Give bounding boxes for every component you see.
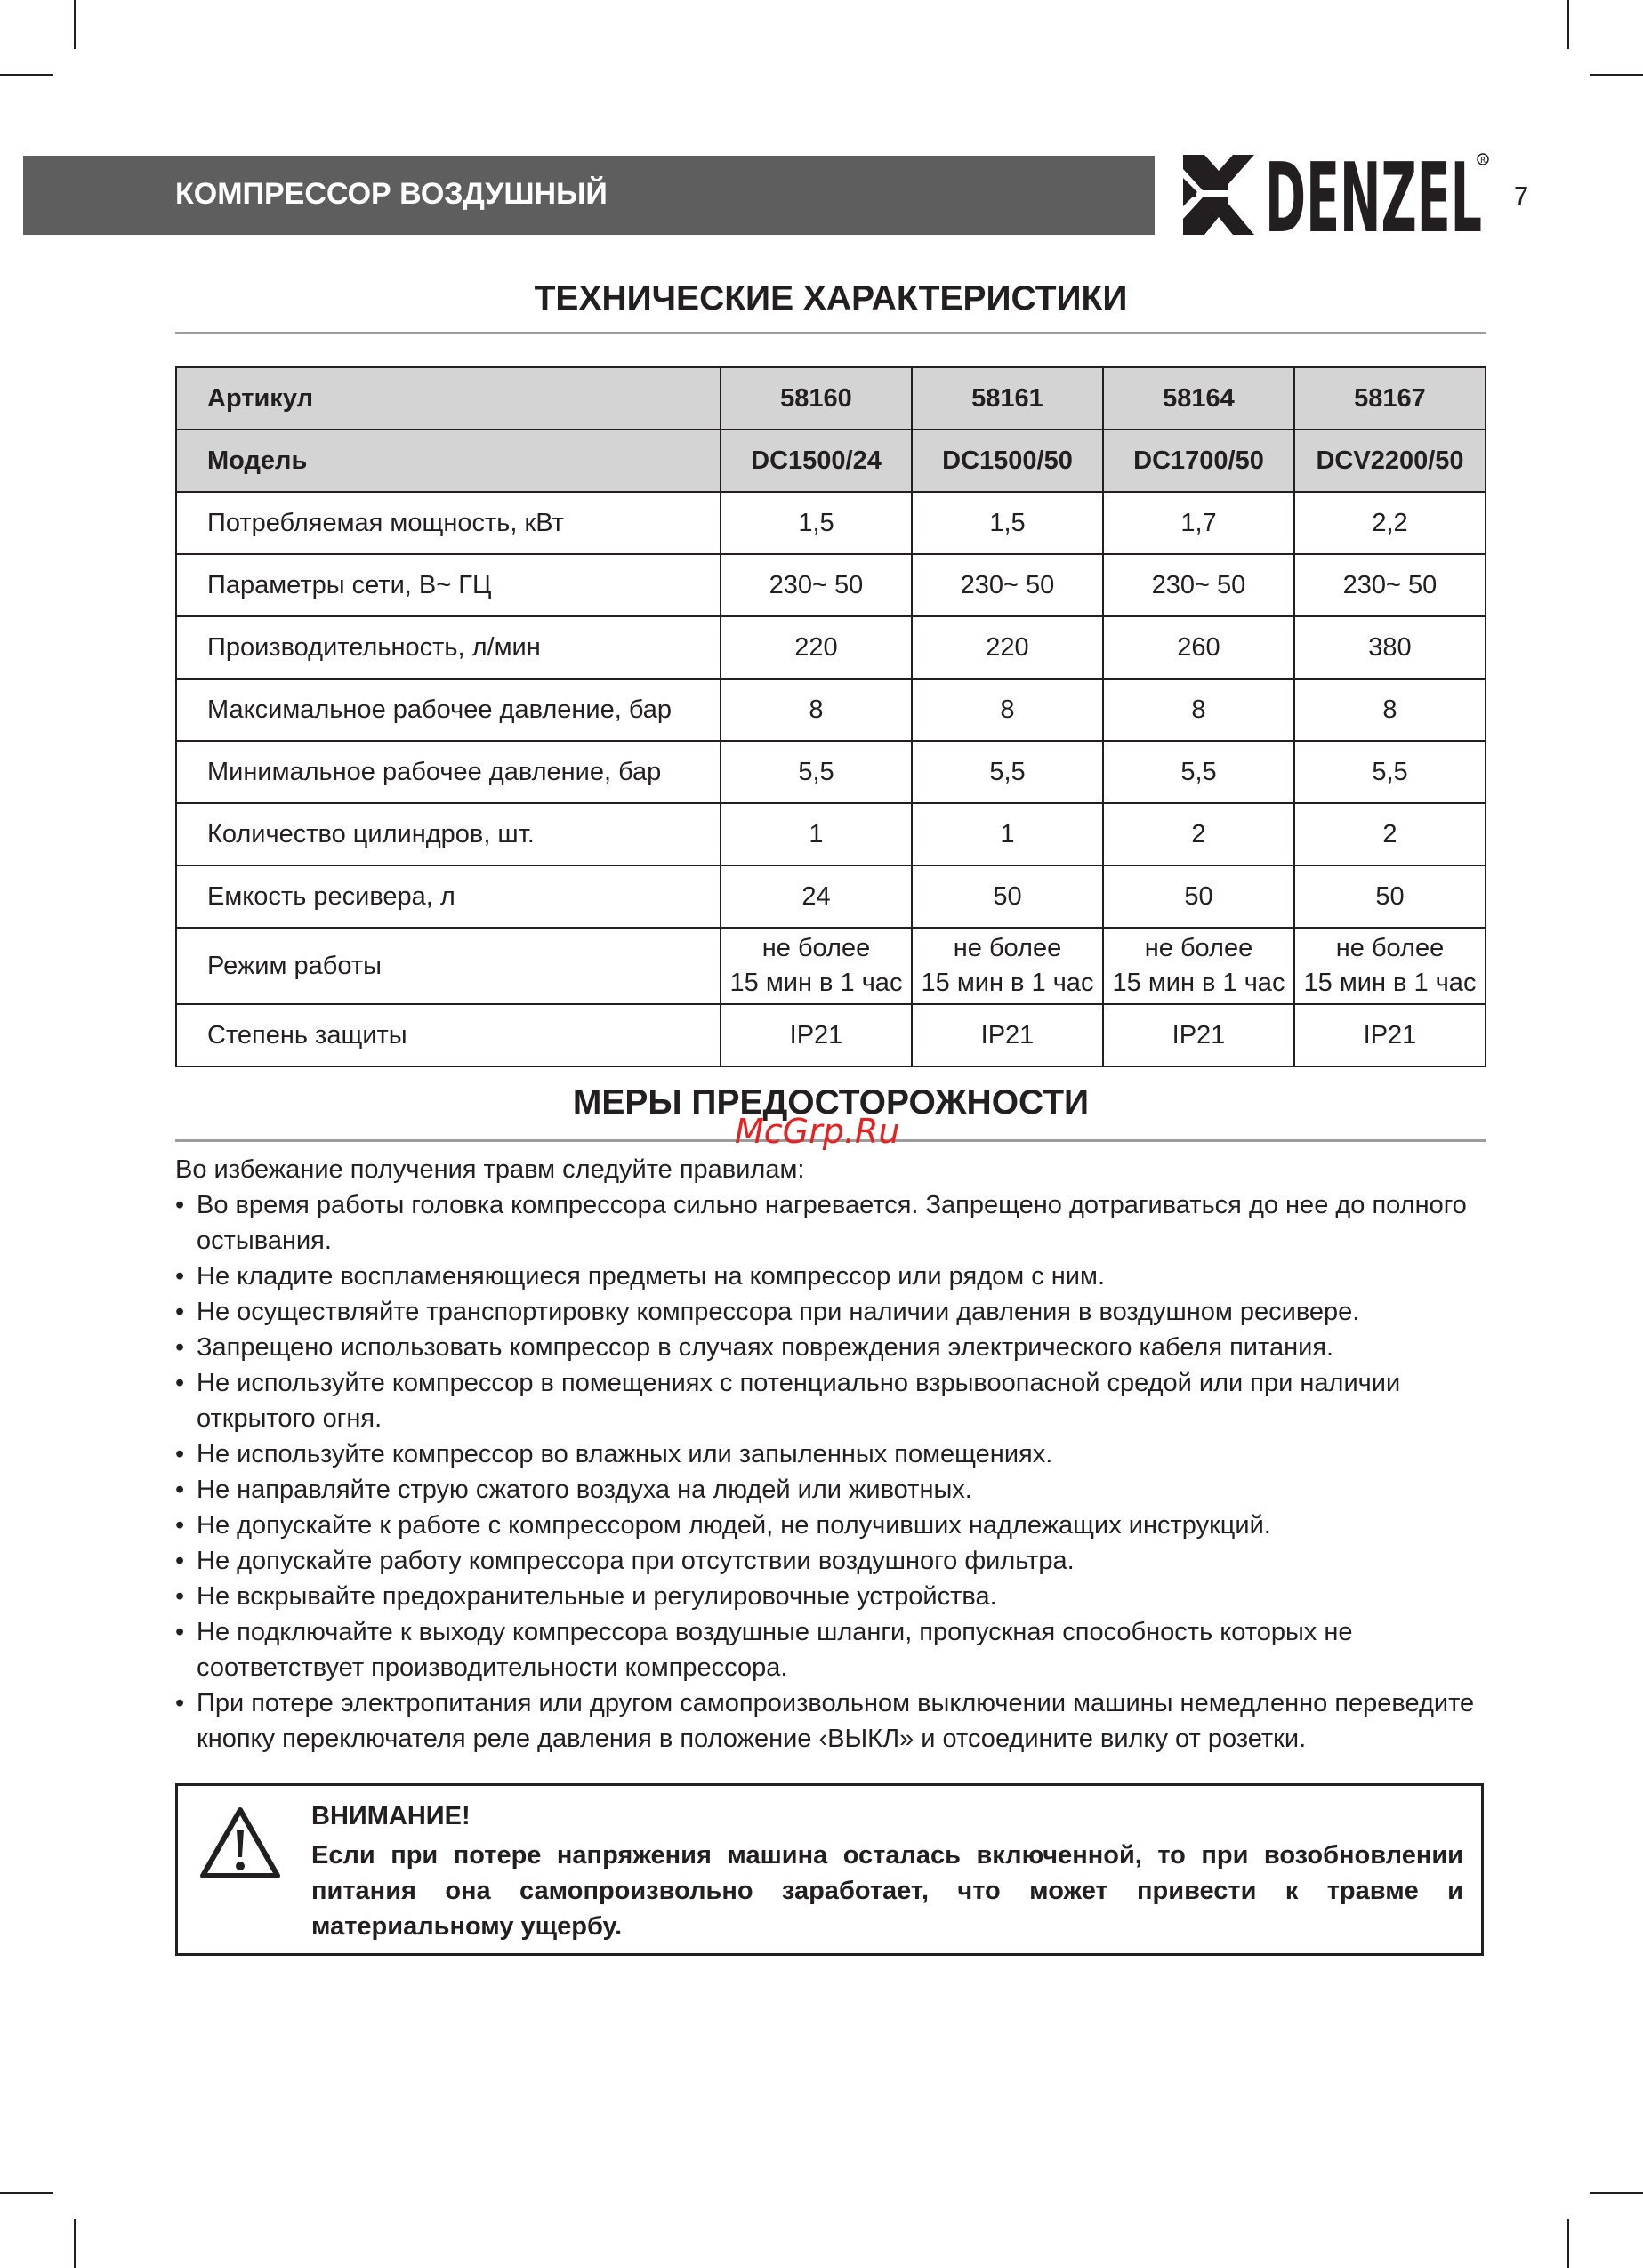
row-label: Режим работы: [176, 928, 721, 1004]
table-cell: DC1500/50: [912, 430, 1103, 492]
precautions-list: [175, 1187, 1486, 1757]
list-item: • Не осуществляйте транспортировку компрессора при наличии давления в воздушном ресивере.: [175, 1294, 1486, 1330]
table-row: [176, 928, 1486, 1004]
warning-text: Если при потере напряжения машина осталась включенной, то при возобновлении питания она самопроизвольно заработает, что может привести к травме и материальному ущербу.: [311, 1841, 1463, 1941]
header-bar: [23, 156, 1155, 235]
table-cell: 230~ 50: [912, 554, 1103, 616]
row-label: Максимальное рабочее давление, бар: [176, 679, 721, 741]
warning-title: ВНИМАНИЕ!: [311, 1802, 471, 1830]
list-item: • Запрещено использовать компрессор в случаях повреждения электрического кабеля питания.: [175, 1330, 1486, 1365]
table-cell: 220: [912, 616, 1103, 679]
table-cell: 2: [1103, 803, 1294, 865]
crop-mark: [1590, 2192, 1643, 2194]
table-cell: не более 15 мин в 1 час: [1294, 928, 1486, 1004]
document-title: КОМПРЕССОР ВОЗДУШНЫЙ: [175, 177, 608, 211]
table-row: [176, 616, 1486, 679]
table-cell: 230~ 50: [1103, 554, 1294, 616]
crop-mark: [0, 2192, 53, 2194]
crop-mark: [0, 74, 53, 76]
list-item: • Не допускайте к работе с компрессором людей, не получивших надлежащих инструкций.: [175, 1508, 1486, 1543]
warning-triangle-icon: [199, 1806, 281, 1880]
page-number: 7: [1514, 182, 1529, 211]
row-label: Параметры сети, В~ ГЦ: [176, 554, 721, 616]
table-cell: не более 15 мин в 1 час: [721, 928, 912, 1004]
table-cell: 1,5: [721, 492, 912, 554]
table-cell: DCV2200/50: [1294, 430, 1486, 492]
table-cell: 24: [721, 865, 912, 928]
svg-text:R: R: [1480, 157, 1486, 165]
table-cell: DC1500/24: [721, 430, 912, 492]
table-cell: 1: [912, 803, 1103, 865]
table-cell: IP21: [1103, 1004, 1294, 1066]
table-cell: 220: [721, 616, 912, 679]
watermark: McGrp.Ru: [735, 1112, 900, 1151]
list-item: • Не допускайте работу компрессора при отсутствии воздушного фильтра.: [175, 1543, 1486, 1579]
table-cell: 50: [1294, 865, 1486, 928]
denzel-logo: [1183, 151, 1490, 240]
table-cell: не более 15 мин в 1 час: [1103, 928, 1294, 1004]
list-item: • Не используйте компрессор во влажных или запыленных помещениях.: [175, 1436, 1486, 1472]
row-label: Модель: [176, 430, 721, 492]
table-cell: 8: [721, 679, 912, 741]
table-cell: 1,7: [1103, 492, 1294, 554]
table-cell: 58160: [721, 367, 912, 430]
table-row: [176, 679, 1486, 741]
table-cell: 2,2: [1294, 492, 1486, 554]
table-cell: 8: [912, 679, 1103, 741]
row-label: Емкость ресивера, л: [176, 865, 721, 928]
table-row: [176, 430, 1486, 492]
table-cell: не более 15 мин в 1 час: [912, 928, 1103, 1004]
list-item: • При потере электропитания или другом самопроизвольном выключении машины немедленно переведите кнопку переключателя реле давления в положение ‹ВЫКЛ» и отсоедините вилку от розетки.: [175, 1685, 1486, 1757]
specs-table: [175, 366, 1486, 1067]
specs-title: ТЕХНИЧЕСКИЕ ХАРАКТЕРИСТИКИ: [534, 279, 1128, 318]
list-item: • Не направляйте струю сжатого воздуха на людей или животных.: [175, 1472, 1486, 1508]
table-cell: 1: [721, 803, 912, 865]
row-label: Минимальное рабочее давление, бар: [176, 741, 721, 803]
table-cell: 2: [1294, 803, 1486, 865]
table-cell: 380: [1294, 616, 1486, 679]
table-cell: 58167: [1294, 367, 1486, 430]
table-cell: 5,5: [1103, 741, 1294, 803]
list-item: • Не вскрывайте предохранительные и регулировочные устройства.: [175, 1579, 1486, 1614]
table-cell: IP21: [1294, 1004, 1486, 1066]
table-cell: 5,5: [912, 741, 1103, 803]
table-cell: IP21: [721, 1004, 912, 1066]
table-cell: DC1700/50: [1103, 430, 1294, 492]
table-cell: 5,5: [721, 741, 912, 803]
table-row: [176, 367, 1486, 430]
table-cell: IP21: [912, 1004, 1103, 1066]
section-rule: [175, 332, 1486, 334]
table-row: [176, 741, 1486, 803]
table-cell: 58164: [1103, 367, 1294, 430]
brand-name: DENZEL: [1265, 151, 1482, 240]
table-cell: 230~ 50: [721, 554, 912, 616]
table-cell: 8: [1294, 679, 1486, 741]
table-cell: 230~ 50: [1294, 554, 1486, 616]
table-cell: 1,5: [912, 492, 1103, 554]
warning-box: [175, 1783, 1484, 1956]
list-item: • Не подключайте к выходу компрессора воздушные шланги, пропускная способность которых не соответствует производительности компрессора.: [175, 1614, 1486, 1685]
crop-mark: [74, 2219, 76, 2268]
table-cell: 50: [1103, 865, 1294, 928]
crop-mark: [1567, 2219, 1569, 2268]
table-row: [176, 1004, 1486, 1066]
row-label: Количество цилиндров, шт.: [176, 803, 721, 865]
list-item: • Во время работы головка компрессора сильно нагревается. Запрещено дотрагиваться до нее до полного остывания.: [175, 1187, 1486, 1259]
crop-mark: [74, 0, 76, 49]
table-cell: 50: [912, 865, 1103, 928]
precautions-intro: Во избежание получения травм следуйте правилам:: [175, 1155, 805, 1184]
table-cell: 58161: [912, 367, 1103, 430]
table-cell: 5,5: [1294, 741, 1486, 803]
row-label: Артикул: [176, 367, 721, 430]
list-item: • Не кладите воспламеняющиеся предметы на компрессор или рядом с ним.: [175, 1259, 1486, 1294]
table-row: [176, 803, 1486, 865]
table-row: [176, 492, 1486, 554]
precautions-title: МЕРЫ ПРЕДОСТОРОЖНОСТИ: [572, 1083, 1090, 1122]
list-item: • Не используйте компрессор в помещениях с потенциально взрывоопасной средой или при наличии открытого огня.: [175, 1365, 1486, 1436]
table-row: [176, 554, 1486, 616]
crop-mark: [1567, 0, 1569, 49]
table-cell: 8: [1103, 679, 1294, 741]
table-cell: 260: [1103, 616, 1294, 679]
row-label: Потребляемая мощность, кВт: [176, 492, 721, 554]
crop-mark: [1590, 74, 1643, 76]
row-label: Производительность, л/мин: [176, 616, 721, 679]
table-row: [176, 865, 1486, 928]
row-label: Степень защиты: [176, 1004, 721, 1066]
